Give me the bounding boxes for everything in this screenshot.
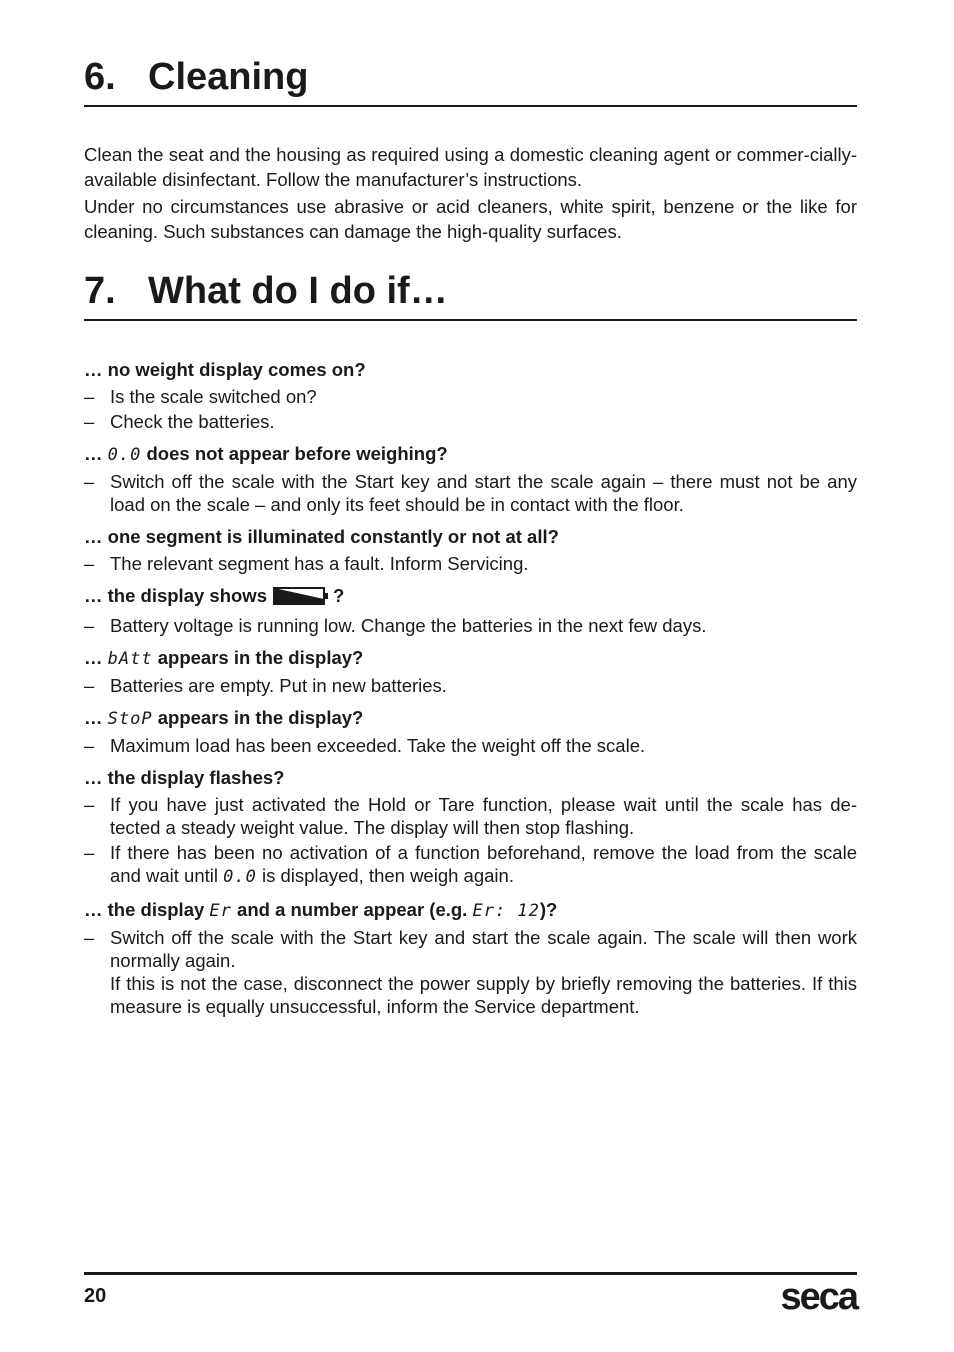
answer-item: – Battery voltage is running low. Change the batteries in the next few days.: [84, 614, 857, 637]
section-heading-troubleshooting: 7. What do I do if…: [84, 269, 857, 321]
page-footer: [84, 1272, 857, 1318]
question-batt-display: … bAtt appears in the display?: [84, 647, 364, 669]
answer-item: – If you have just activated the Hold or Tare function, please wait until the scale has de-tected a steady weight value. The display will then stop flashing.: [84, 793, 857, 839]
lcd-readout: Er: [209, 901, 232, 921]
answer-list: [84, 734, 857, 757]
answer-item: – Check the batteries.: [84, 410, 857, 433]
question-battery-icon: … the display shows ?: [84, 584, 857, 611]
answer-item: – Maximum load has been exceeded. Take the weight off the scale.: [84, 734, 857, 757]
lcd-readout: StoP: [107, 709, 153, 729]
answer-list: [84, 470, 857, 516]
answer-list: [84, 385, 857, 433]
section-heading-cleaning: 6. Cleaning: [84, 55, 857, 107]
answer-continuation: If this is not the case, disconnect the power supply by briefly removing the batteries. If this measure is equally unsuccessful, inform the Service department.: [110, 973, 857, 1017]
question-segment-fault: … one segment is illuminated constantly or not at all?: [84, 526, 559, 547]
answer-item: – Is the scale switched on?: [84, 385, 857, 408]
lcd-readout: 0.0: [107, 445, 142, 465]
troubleshooting-list: [84, 358, 857, 1020]
battery-low-icon: [273, 587, 329, 611]
lcd-readout: 0.0: [223, 867, 257, 887]
seca-logo: seca: [780, 1276, 857, 1318]
answer-item: – The relevant segment has a fault. Inform Servicing.: [84, 552, 857, 575]
lcd-readout: bAtt: [107, 649, 153, 669]
answer-list: [84, 552, 857, 575]
answer-item: – Switch off the scale with the Start key and start the scale again – there must not be any load on the scale – and only its feet should be in contact with the floor.: [84, 470, 857, 516]
manual-page: [84, 0, 857, 1352]
answer-item: – Batteries are empty. Put in new batteries.: [84, 674, 857, 697]
question-zero-not-shown: … 0.0 does not appear before weighing?: [84, 443, 448, 465]
question-error-code: … the display Er and a number appear (e.g. Er: 12)?: [84, 899, 558, 921]
question-display-flashes: … the display flashes?: [84, 767, 285, 788]
question-no-display: … no weight display comes on?: [84, 359, 366, 380]
cleaning-paragraph-2: Under no circumstances use abrasive or acid cleaners, white spirit, benzene or the like for cleaning. Such substances can damage the high-quality surfaces.: [84, 196, 857, 242]
answer-item: – If there has been no activation of a function beforehand, remove the load from the scale and wait until 0.0 is displayed, then weigh again.: [84, 841, 857, 889]
cleaning-paragraph-1: Clean the seat and the housing as required using a domestic cleaning agent or commer-cially-available disinfectant. Follow the manufacturer’s instructions.: [84, 144, 857, 190]
lcd-readout: Er: 12: [472, 901, 540, 921]
answer-list: [84, 793, 857, 889]
page-number: 20: [84, 1285, 107, 1307]
question-stop-display: … StoP appears in the display?: [84, 707, 364, 729]
answer-list: [84, 926, 857, 1018]
answer-item: – Switch off the scale with the Start key and start the scale again. The scale will then work normally again. If this is not the case, disconnect the power supply by briefly removing the batteries. If this measure is equally unsuccessful, inform the Service department.: [84, 926, 857, 1018]
answer-list: [84, 614, 857, 637]
answer-list: [84, 674, 857, 697]
